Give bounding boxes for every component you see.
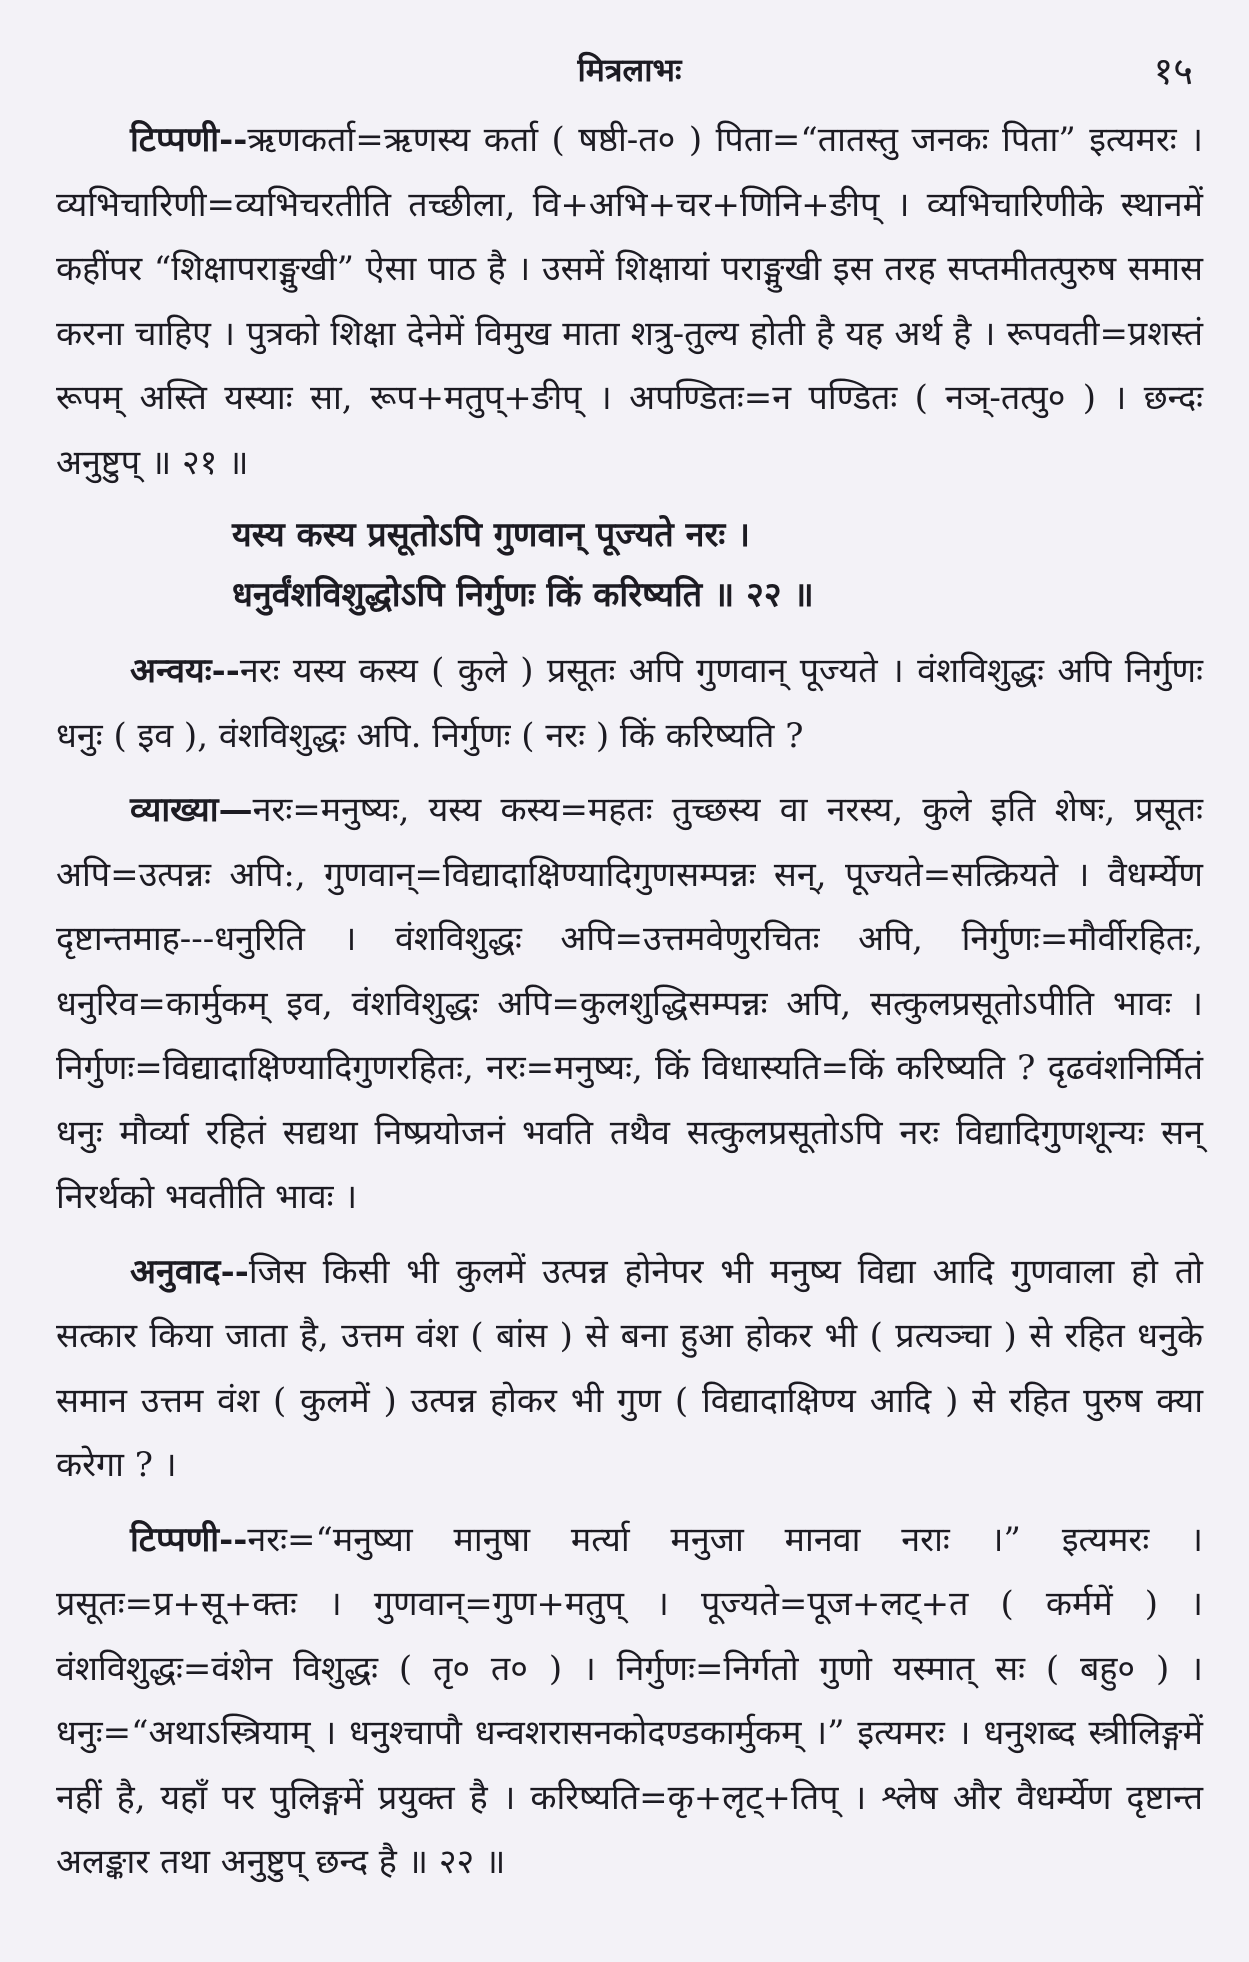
running-title: मित्रलाभः bbox=[577, 51, 682, 89]
tippani-paragraph-22 bbox=[56, 1508, 1203, 1895]
page-header bbox=[56, 48, 1203, 108]
tippani-text: ऋणकर्ता=ऋणस्य कर्ता ( षष्ठी-त० ) पिता=“तातस्तु जनकः पिता” इत्यमरः । व्यभिचारिणी=व्यभिचरतीति तच्छीला, वि+अभि+चर+णिनि+ङीप् । व्यभिचारिणीके स्थानमें कहींपर “शिक्षापराङ्मुखी” ऐसा पाठ है । उसमें शिक्षायां पराङ्मुखी इस तरह सप्तमीतत्पुरुष समास करना चाहिए । पुत्रको शिक्षा देनेमें विमुख माता शत्रु-तुल्य होती है यह अर्थ है । रूपवती=प्रशस्तं रूपम् अस्ति यस्याः सा, रूप+मतुप्+ङीप् । अपण्डितः=न पण्डितः ( नञ्-तत्पु० ) । छन्दः अनुष्टुप् ॥ २१ ॥ bbox=[56, 120, 1203, 483]
anuvad-paragraph bbox=[56, 1240, 1203, 1498]
tippani-paragraph-21 bbox=[56, 108, 1203, 495]
vyakhya-text: नरः=मनुष्यः, यस्य कस्य=महतः तुच्छस्य वा नरस्य, कुले इति शेषः, प्रसूतः अपि=उत्पन्नः अपि:, गुणवान्=विद्यादाक्षिण्यादिगुणसम्पन्नः सन्, पूज्यते=सत्क्रियते । वैधर्म्येण दृष्टान्तमाह---धनुरिति । वंशविशुद्धः अपि=उत्तमवेणुरचितः अपि, निर्गुणः=मौर्वीरहितः, धनुरिव=कार्मुकम् इव, वंशविशुद्धः अपि=कुलशुद्धिसम्पन्नः अपि, सत्कुलप्रसूतोऽपीति भावः । निर्गुणः=विद्यादाक्षिण्यादिगुणरहितः, नरः=मनुष्यः, किं विधास्यति=किं करिष्यति ? दृढवंशनिर्मितं धनुः मौर्व्या रहितं सद्यथा निष्प्रयोजनं भवति तथैव सत्कुलप्रसूतोऽपि नरः विद्यादिगुणशून्यः सन् निरर्थको भवतीति भावः । bbox=[56, 790, 1203, 1217]
anvaya-text: नरः यस्य कस्य ( कुले ) प्रसूतः अपि गुणवान् पूज्यते । वंशविशुद्धः अपि निर्गुणः धनुः ( इव ), वंशविशुद्धः अपि. निर्गुणः ( नरः ) किं करिष्यति ? bbox=[56, 651, 1203, 756]
page-body bbox=[56, 108, 1203, 1895]
page-number: १५ bbox=[1153, 49, 1193, 93]
anuvad-text: जिस किसी भी कुलमें उत्पन्न होनेपर भी मनुष्य विद्या आदि गुणवाला हो तो सत्कार किया जाता है, उत्तम वंश ( बांस ) से बना हुआ होकर भी ( प्रत्यञ्चा ) से रहित धनुके समान उत्तम वंश ( कुलमें ) उत्पन्न होकर भी गुण ( विद्यादाक्षिण्य आदि ) से रहित पुरुष क्या करेगा ? । bbox=[56, 1251, 1203, 1485]
anvaya-paragraph bbox=[56, 639, 1203, 768]
vyakhya-heading: व्याख्या— bbox=[130, 790, 253, 830]
verse-line-2: धनुर्वंशविशुद्धोऽपि निर्गुणः किं करिष्यति ॥ २२ ॥ bbox=[232, 575, 814, 615]
anvaya-heading: अन्वयः-- bbox=[130, 651, 240, 691]
tippani-heading: टिप्पणी-- bbox=[130, 1519, 248, 1560]
verse-22 bbox=[56, 505, 1203, 625]
verse-line-1: यस्य कस्य प्रसूतोऽपि गुणवान् पूज्यते नरः । bbox=[232, 515, 750, 555]
tippani-heading: टिप्पणी-- bbox=[130, 120, 248, 160]
anuvad-heading: अनुवाद-- bbox=[130, 1251, 249, 1292]
vyakhya-paragraph bbox=[56, 778, 1203, 1230]
tippani-text: नरः=“मनुष्या मानुषा मर्त्या मनुजा मानवा नराः ।” इत्यमरः । प्रसूतः=प्र+सू+क्तः । गुणवान्=गुण+मतुप् । पूज्यते=पूज+लट्+त ( कर्ममें ) । वंशविशुद्धः=वंशेन विशुद्धः ( तृ० त० ) । निर्गुणः=निर्गतो गुणो यस्मात् सः ( बहु० ) । धनुः=“अथाऽस्त्रियाम् । धनुश्चापौ धन्वशरासनकोदण्डकार्मुकम् ।” इत्यमरः । धनुशब्द स्त्रीलिङ्गमें नहीं है, यहाँ पर पुलिङ्गमें प्रयुक्त है । करिष्यति=कृ+लृट्+तिप् । श्लेष और वैधर्म्येण दृष्टान्त अलङ्कार तथा अनुष्टुप् छन्द है ॥ २२ ॥ bbox=[56, 1519, 1203, 1882]
